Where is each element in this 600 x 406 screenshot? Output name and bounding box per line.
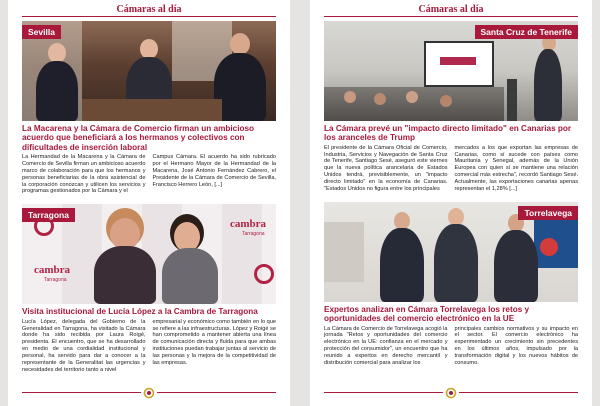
article-title[interactable]: La Cámara prevé un "impacto directo limitado" en Canarias por los aranceles de Trump (324, 124, 572, 143)
page-footer (324, 386, 578, 398)
article-torrelavega (324, 202, 578, 367)
brand-subtext: Tarragona (242, 231, 265, 238)
article-photo (324, 21, 578, 121)
article-text: principales cambios normativos y su impacto en el sector. El comercio electrónico ha experimentado un crecimiento sin precedentes en los últimos años, impulsado por la transformación digital y los nuevos hábitos de consumo. (454, 325, 578, 367)
section-title: Cámaras al día (418, 4, 484, 15)
article-sevilla (22, 21, 276, 195)
projection-screen (424, 41, 494, 87)
brand-text: cambra (230, 218, 267, 231)
presentation-screen (534, 220, 578, 268)
section-title: Cámaras al día (116, 4, 182, 15)
article-text: El presidente de la Cámara Oficial de Comercio, Industria, Servicios y Navegación de Santa Cruz de Tenerife, Santiago Sesé, aseguró este viernes que la nueva política arancelaria de Estados Unidos tendrá, previsiblemente, un "impacto directo limitado" en la economía de Canarias. "Estados Unidos no figura entre los principales (324, 144, 448, 193)
right-page (310, 0, 592, 406)
article-title[interactable]: Expertos analizan en Cámara Torrelavega los retos y oportunidades del comercio electrónico en la UE (324, 304, 530, 324)
page-header (324, 0, 578, 17)
article-photo (324, 202, 578, 302)
article-body (22, 154, 276, 195)
article-santa-cruz (324, 21, 578, 193)
article-title[interactable]: La Macarena y la Cámara de Comercio firman un ambicioso acuerdo que beneficiará a los hermanos y colectivos con dificultades de inserción laboral (22, 124, 255, 152)
camara-logo-icon (443, 386, 459, 398)
article-text: mercados a los que exportan las empresas de Canarias, como sí sucede con países como Mauritania y Senegal, además de la Unión Europea con quien sí se mantiene una relación comercial más estrecha", recordó Santiago Sesé. Actualmente, las exportaciones canarias apenas representan el 1,28% [...] (454, 144, 578, 193)
article-tarragona (22, 204, 276, 374)
article-body (324, 145, 578, 193)
camara-logo-icon (141, 386, 157, 398)
article-text: Campus Cámara. El acuerdo ha sido rubricado por el Hermano Mayor de la Hermandad de la Macarena, José Antonio Fernández Cabrero, el Presidente de la Cámara de Comercio de Sevilla, Francisco Herrero León, [...] (152, 153, 276, 188)
article-text: Lucía López, delegada del Gobierno de la Generalidad en Tarragona, ha visitado la Cámara donde ha sido recibida por Laura Roigé, presidenta. El encuentro, que se ha desarrollado en medio de una cordialidad institucional y personal, ha servido para dar a conocer a la representante de la Generalitat las urgencias y necesidades del territorio tanto a nivel (22, 318, 146, 373)
location-tag: Sevilla (22, 25, 61, 39)
article-text: empresarial y económico como también en lo que se refiere a las infraestructuras. López y Roigé se han comprometido a mantener abierta una línea de comunicación directa y fluida para que ambas instituciones puedan trabajar juntas al servicio de las personas y la mejora de la competitividad de las empresas. (152, 318, 276, 367)
location-tag: Santa Cruz de Tenerife (475, 25, 578, 39)
brand-subtext: Tarragona (44, 277, 67, 284)
article-text: La Hermandad de la Macarena y la Cámara de Comercio de Sevilla firman un ambicioso acuerdo marco de colaboración para que los hermanos y personas beneficiarias de la obra asistencial de la corporación conozcan y utilicen los servicios y programas gestionados por la Cámara y el (22, 153, 146, 195)
article-title[interactable]: Visita institucional de Lucía López a la Cambra de Tarragona (22, 307, 258, 317)
left-page (8, 0, 290, 406)
page-header (22, 0, 276, 17)
location-tag: Tarragona (22, 208, 75, 222)
page-footer (22, 386, 276, 398)
article-text: La Cámara de Comercio de Torrelavega acogió la jornada "Retos y oportunidades del comercio electrónico en la UE: confianza en el mercado y protección del consumidor", un encuentro que ha reunido a expertos en derecho mercantil y distribución comercial para analizar los (324, 325, 448, 367)
article-photo (22, 204, 276, 304)
article-body (22, 319, 276, 374)
article-photo (22, 21, 276, 121)
location-tag: Torrelavega (518, 206, 578, 220)
article-body (324, 326, 578, 367)
brand-text: cambra (34, 264, 71, 277)
